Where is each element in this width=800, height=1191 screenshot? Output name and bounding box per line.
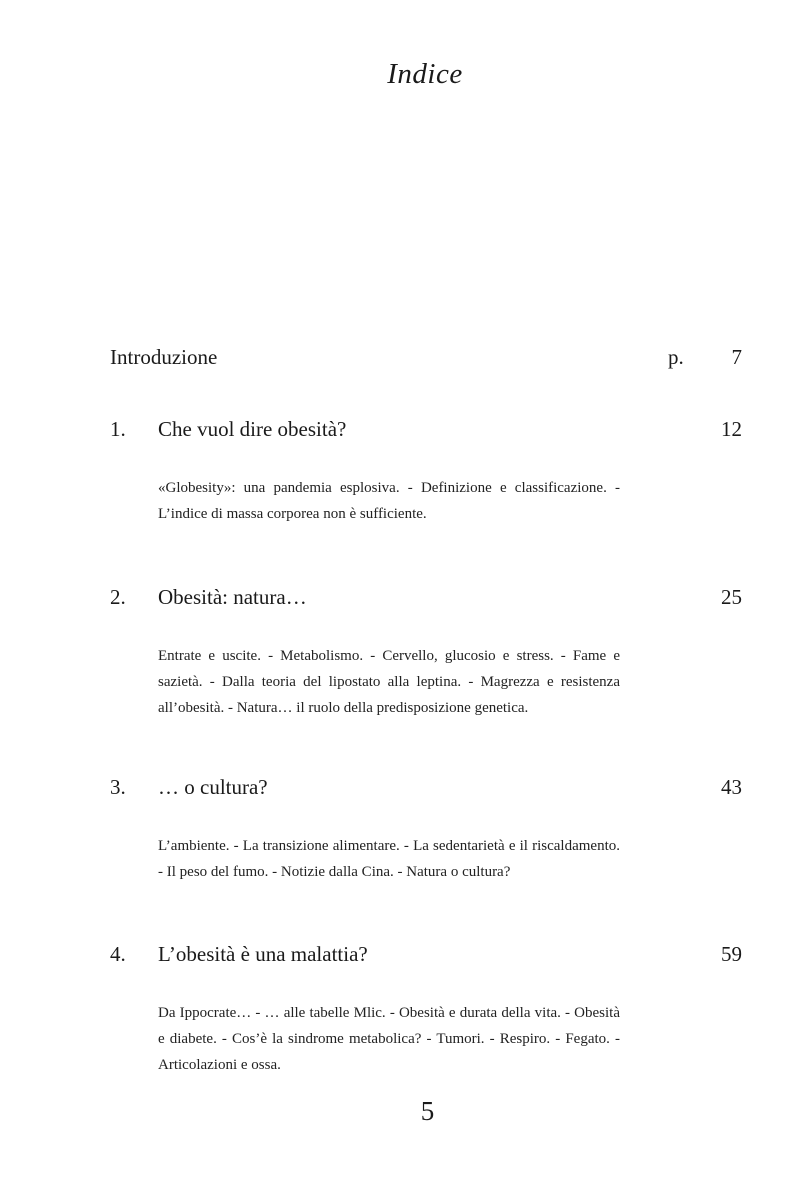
toc-chapter-4	[110, 942, 742, 1078]
chapter-heading	[110, 585, 742, 615]
chapter-page-number: 25	[721, 585, 742, 609]
chapter-title: L’obesità è una malattia?	[158, 942, 368, 966]
chapter-summary: Da Ippocrate… - … alle tabelle Mlic. - Obesità e durata della vita. - Obesità e diabete. - Cos’è la sindrome metabolica? - Tumori. - Respiro. - Fegato. - Articolazioni e ossa.	[158, 1005, 620, 1073]
chapter-page-number: 12	[721, 417, 742, 441]
page-folio: 5	[420, 1096, 435, 1126]
chapter-page-number: 59	[721, 942, 742, 966]
chapter-number: 4.	[110, 942, 126, 966]
chapter-title: … o cultura?	[158, 775, 268, 799]
chapter-heading	[110, 417, 742, 447]
chapter-summary: Entrate e uscite. - Metabolismo. - Cervello, glucosio e stress. - Fame e sazietà. - Dalla teoria del lipostato alla leptina. - Magrezza e resistenza all’obesità. - Natura… il ruolo della predisposizione genetica.	[158, 648, 620, 716]
intro-page-number: 7	[731, 345, 742, 369]
chapter-page-number: 43	[721, 775, 742, 799]
toc-chapter-1	[110, 417, 742, 527]
toc-chapter-3	[110, 775, 742, 885]
chapter-heading	[110, 942, 742, 972]
chapter-title: Che vuol dire obesità?	[158, 417, 347, 441]
page-abbreviation: p.	[668, 345, 684, 369]
intro-label: Introduzione	[110, 345, 218, 369]
chapter-number: 3.	[110, 775, 126, 799]
chapter-number: 1.	[110, 417, 126, 441]
chapter-heading	[110, 775, 742, 805]
page-title: Indice	[387, 58, 463, 90]
toc-chapter-2	[110, 585, 742, 721]
toc-entry-introduction	[110, 345, 742, 375]
chapter-number: 2.	[110, 585, 126, 609]
chapter-title: Obesità: natura…	[158, 585, 307, 609]
chapter-summary: L’ambiente. - La transizione alimentare. - La sedentarietà e il riscaldamento. - Il peso del fumo. - Notizie dalla Cina. - Natura o cultura?	[158, 838, 620, 880]
chapter-summary: «Globesity»: una pandemia esplosiva. - Definizione e classificazione. - L’indice di massa corporea non è sufficiente.	[158, 480, 620, 522]
